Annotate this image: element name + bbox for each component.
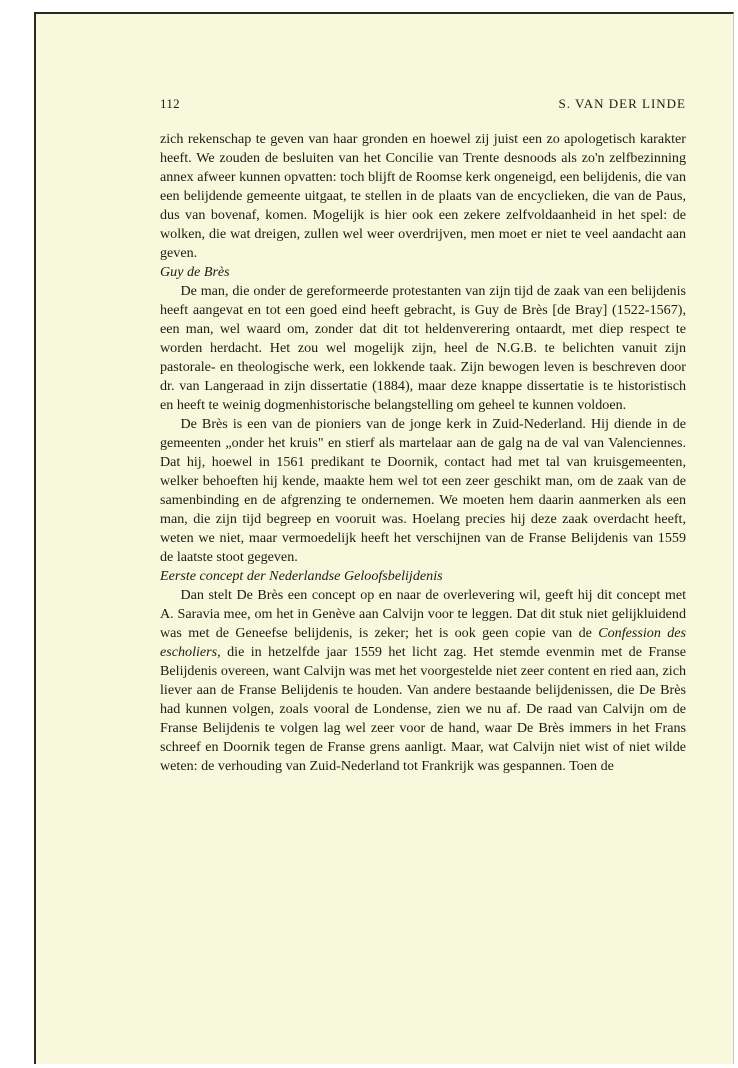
paragraph-italic-title: Confession des escholiers,: [160, 625, 686, 660]
paragraph: De Brès is een van de pioniers van de jonge kerk in Zuid-Nederland. Hij diende in de gemeenten „onder het kruis" en stierf als martelaar aan de galg na de val van Valenciennes. Dat hij, hoewel in 1561 predikant te Doornik, contact had met tal van kruisgemeenten, welker behoeften hij kende, maakte hem wel tot een zeer geschikt man, om de zaak van de samenbinding en de afgrenzing te ondernemen. We moeten hem daarin aanmerken als een man, die zijn tijd begreep en vooruit was. Hoelang precies hij deze zaak overdacht heeft, weten we niet, maar vermoedelijk heeft het verschijnen van de Franse Belijdenis van 1559 de laatste stoot gegeven.: [160, 416, 686, 565]
page-body: [160, 130, 686, 776]
paragraph-text: Dan stelt De Brès een concept op en naar de overlevering wil, geeft hij dit concept met A. Saravia mee, om het in Genève aan Calvijn voor te leggen. Dat dit stuk niet gelijkluidend was met de Geneefse belijdenis, is zeker; het is ook geen copie van de: [160, 587, 686, 641]
paragraph: De man, die onder de gereformeerde protestanten van zijn tijd de zaak van een belijdenis heeft aangevat en tot een goed eind heeft gebracht, is Guy de Brès [de Bray] (1522-1567), een man, wel waard om, zonder dat dit tot heldenverering ontaardt, met diep respect te worden herdacht. Het zou wel mogelijk zijn, heel de N.G.B. te belichten vanuit zijn pastorale- en theologische werk, een lokkende taak. Zijn bewogen leven is beschreven door dr. van Langeraad in zijn dissertatie (1884), maar deze knappe dissertatie is te historistisch en heeft te weinig dogmenhistorische belangstelling om geheel te kunnen voldoen.: [160, 283, 686, 413]
page-number: 112: [160, 96, 180, 111]
running-title: S. VAN DER LINDE: [558, 96, 686, 111]
paragraph-text: die in hetzelfde jaar 1559 het licht zag. Het stemde evenmin met de Franse Belijdenis overeen, want Calvijn was met het voorgestelde niet zeer content en ried aan, zich liever aan de Franse Belijdenis te houden. Van andere bestaande belijdenissen, die De Brès had kunnen volgen, zoals vooral de Londense, zien we nu af. De raad van Calvijn om de Franse Belijdenis te volgen lag wel zeer voor de hand, waar De Brès immers in het Frans schreef en Doornik tegen de Franse grens aanligt. Maar, wat Calvijn niet wist of niet wilde weten: de verhouding van Zuid-Nederland tot Frankrijk was gespannen. Toen de: [160, 644, 686, 774]
section-heading-guy-de-bres: Guy de Brès: [160, 264, 230, 280]
paragraph-continuation: zich rekenschap te geven van haar gronden en hoewel zij juist een zo apologetisch karakter heeft. We zouden de besluiten van het Concilie van Trente desnoods als zo'n zelfbezinning annex afweer kunnen opvatten: toch blijft de Roomse kerk ongeneigd, een belijdenis, die van een belijdende gemeente uitgaat, te stellen in de plaats van de encyclieken, die van de Paus, dus van bovenaf, komen. Mogelijk is hier ook een zekere zelfvoldaanheid in het spel: de wolken, die wat dreigen, zullen wel weer overdrijven, men moet er niet te veel aandacht aan geven.: [160, 131, 686, 261]
running-header: [160, 96, 686, 114]
paragraph: [160, 586, 686, 776]
section-heading-eerste-concept: Eerste concept der Nederlandse Geloofsbelijdenis: [160, 568, 443, 584]
book-page: [34, 12, 734, 1064]
